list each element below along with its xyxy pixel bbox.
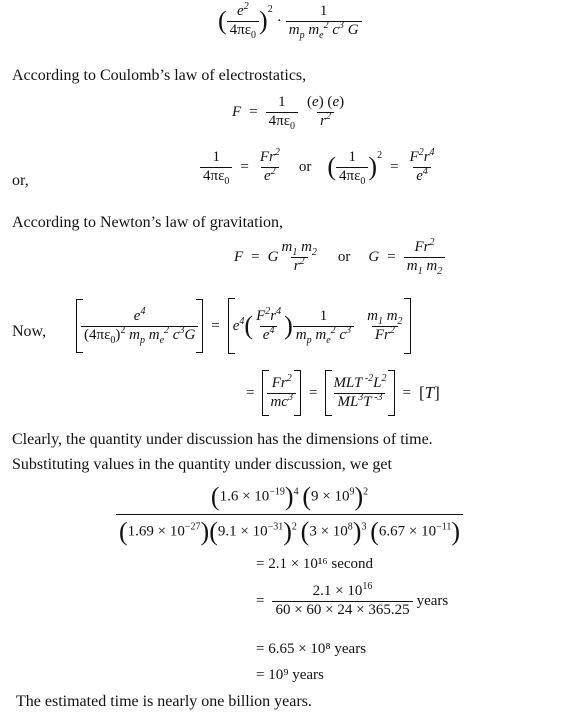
years-word: years	[416, 592, 449, 609]
coulomb-intro: According to Coulomb’s law of electrostatics,	[12, 67, 307, 84]
conclusion-text: The estimated time is nearly one billion years.	[16, 693, 312, 710]
newton-equation: F = G $\frac{m_1 m_2}{r^2}$ or G = $\frac{Fr^2}{m_1 m_2}$	[234, 240, 445, 275]
or-label: or,	[12, 172, 29, 189]
clearly-text: Clearly, the quantity under discussion has the dimensions of time.	[12, 431, 433, 448]
dimension-expression: $\frac{e^4}{(4\pi\varepsilon_0)^2 m_p m_e^2 c^3G}$ = $e^4$ ( $\frac{F^2r^4}{e^4}$ ) $\frac{1}{m_p m_e^2 c^3}$ $\frac{m_1 m_2}{Fr^2}$	[76, 298, 411, 354]
result-years-1: = 6.65 × 10⁸ years	[256, 641, 367, 657]
result-years-2: = 10⁹ years	[256, 667, 324, 683]
rearranged-coulomb: $\frac{1}{4\pi\varepsilon_0}$ = $\frac{Fr^2}{e^2}$ or ( $\frac{1}{4\pi\varepsilon_0}$ ) 2 = $\frac{F^2r^4}{e^4}$	[200, 150, 438, 185]
newton-intro: According to Newton’s law of gravitation,	[12, 214, 284, 231]
substituting-text: Substituting values in the quantity under discussion, we get	[12, 456, 392, 473]
now-label: Now,	[12, 323, 47, 340]
quantity-expression: ( $\frac{e^2}{4\pi\varepsilon_0}$ ) 2 · $\frac{1}{m_p m_e^2 c^3 G}$	[218, 4, 362, 39]
dimension-result: = $\frac{Fr^2}{mc^3}$ = $\frac{MLT ^{-2}L^2}{ML^3T ^{-3}}$ = [T]	[246, 370, 440, 416]
or-word-2: or	[337, 248, 351, 265]
numeric-substitution: $(1.6 \times 10^{-19})^4$ $(9 \times 10^9)^2$ $(1.69 \times 10^{-27})(9.1 \times 10^{-31})^2$ $(3 \times 10^8)^3$ $(6.67 \times 10^{-11})$	[116, 484, 463, 545]
result-seconds: = 2.1 × 10¹⁶ second	[256, 556, 374, 572]
or-word: or	[298, 158, 312, 175]
coulomb-equation: F = $\frac{1}{4\pi\varepsilon_0}$ $\frac{(e) (e)}{r^2}$	[232, 94, 345, 132]
years-conversion: = $\frac{2.1 \times 10^{16}}{60 \times 60 \times 24 \times 365.25}$ years	[256, 581, 449, 618]
